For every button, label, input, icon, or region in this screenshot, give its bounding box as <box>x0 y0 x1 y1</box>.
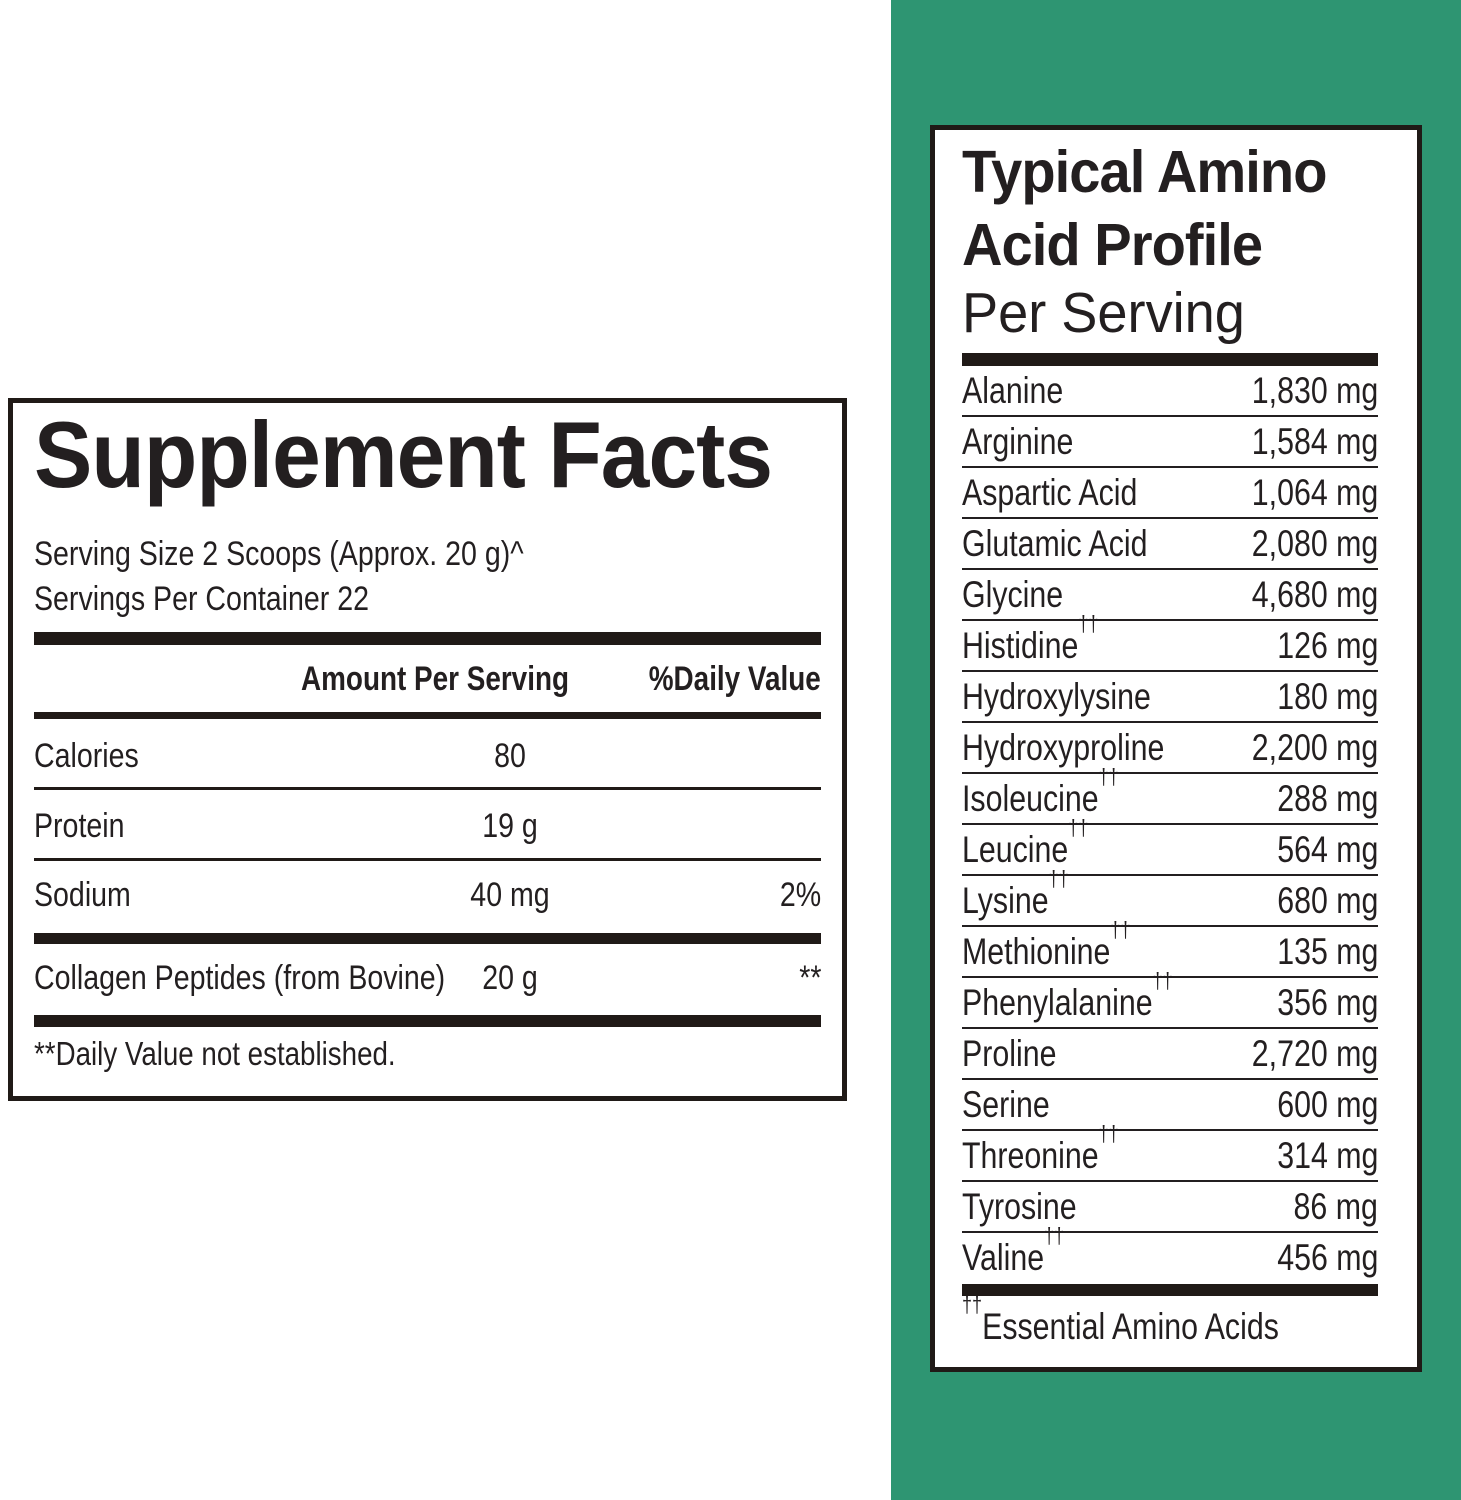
amino-acid-value: 1,064 mg <box>1251 471 1378 513</box>
divider-thick-after-sodium <box>34 933 821 944</box>
amino-acid-row <box>962 1121 1378 1182</box>
amino-acid-row <box>962 723 1378 774</box>
amino-acid-row <box>962 611 1378 672</box>
amino-acid-value: 356 mg <box>1276 981 1378 1023</box>
daily-value-footnote: **Daily Value not established. <box>34 1035 396 1073</box>
amino-acid-value: 564 mg <box>1276 828 1378 870</box>
dagger-superscript: †† <box>1048 866 1069 892</box>
amino-acid-value: 180 mg <box>1276 675 1378 717</box>
servings-per-container-text: Servings Per Container 22 <box>34 580 369 619</box>
amino-acid-name: Leucine†† <box>962 815 1089 870</box>
divider-medium-under-header <box>34 712 821 719</box>
serving-size-text: Serving Size 2 Scoops (Approx. 20 g)^ <box>34 535 524 574</box>
amino-acid-row <box>962 1029 1378 1080</box>
amino-acid-row <box>962 570 1378 621</box>
amino-acid-value: 680 mg <box>1276 879 1378 921</box>
nutrient-row-sodium <box>34 861 821 915</box>
nutrient-amount: 19 g <box>482 807 538 846</box>
amino-acid-name: Tyrosine <box>962 1185 1077 1227</box>
amino-acid-value: 2,080 mg <box>1251 522 1378 564</box>
amino-acid-name: Methionine†† <box>962 917 1131 972</box>
amino-acid-name: Lysine†† <box>962 866 1069 921</box>
amino-acid-row <box>962 1182 1378 1233</box>
amino-acid-name: Arginine <box>962 420 1074 462</box>
amino-acid-value: 126 mg <box>1276 624 1378 666</box>
amino-acid-name: Proline <box>962 1032 1057 1074</box>
amino-acid-name: Valine†† <box>962 1223 1065 1278</box>
amino-acid-value: 4,680 mg <box>1251 573 1378 615</box>
nutrient-row-protein <box>34 790 821 861</box>
amino-acid-row <box>962 764 1378 825</box>
amino-acid-name: Alanine <box>962 369 1064 411</box>
table-header-row <box>34 660 821 699</box>
amino-acid-table <box>962 366 1378 1282</box>
amino-acid-row <box>962 815 1378 876</box>
amino-acid-row <box>962 1080 1378 1131</box>
amino-acid-name: Hydroxyproline <box>962 726 1165 768</box>
dagger-superscript: †† <box>1098 764 1119 790</box>
column-header-daily-value: %Daily Value <box>648 660 821 699</box>
amino-acid-row <box>962 672 1378 723</box>
amino-profile-subtitle: Per Serving <box>962 281 1245 345</box>
nutrient-row-collagen-peptides <box>34 944 821 998</box>
amino-acid-name: Glutamic Acid <box>962 522 1148 564</box>
nutrient-name: Collagen Peptides (from Bovine) <box>34 959 446 998</box>
amino-acid-value: 288 mg <box>1276 777 1378 819</box>
amino-acid-name: Hydroxylysine <box>962 675 1151 717</box>
divider-thick-top <box>34 632 821 645</box>
amino-profile-heading <box>962 136 1357 345</box>
amino-acid-row <box>962 968 1378 1029</box>
dagger-superscript: †† <box>1068 815 1089 841</box>
amino-acid-name: Histidine†† <box>962 611 1099 666</box>
nutrient-daily-value: ** <box>798 959 821 998</box>
amino-acid-name: Isoleucine†† <box>962 764 1119 819</box>
amino-acid-value: 2,720 mg <box>1251 1032 1378 1074</box>
nutrient-amount: 80 <box>494 737 527 776</box>
amino-profile-title-line2: Acid Profile <box>962 212 1263 278</box>
footnote-text: Essential Amino Acids <box>982 1305 1279 1347</box>
amino-acid-name: Serine <box>962 1083 1050 1125</box>
supplement-facts-title: Supplement Facts <box>34 402 773 507</box>
amino-acid-row <box>962 417 1378 468</box>
amino-acid-value: 86 mg <box>1293 1185 1378 1227</box>
essential-amino-acids-footnote <box>962 1292 1303 1348</box>
dagger-superscript: †† <box>1152 968 1173 994</box>
nutrient-name: Calories <box>34 737 139 776</box>
amino-acid-value: 2,200 mg <box>1251 726 1378 768</box>
amino-acid-value: 456 mg <box>1276 1236 1378 1278</box>
nutrient-name: Sodium <box>34 876 131 915</box>
amino-acid-name: Glycine <box>962 573 1064 615</box>
nutrient-daily-value: 2% <box>779 876 821 915</box>
amino-profile-title-line1: Typical Amino <box>962 139 1327 205</box>
dagger-superscript: †† <box>1078 611 1099 637</box>
divider-thick-top <box>962 353 1378 366</box>
dagger-superscript: †† <box>1044 1223 1065 1249</box>
amino-acid-value: 135 mg <box>1276 930 1378 972</box>
amino-acid-row <box>962 366 1378 417</box>
dagger-superscript: †† <box>1110 917 1131 943</box>
amino-acid-row <box>962 519 1378 570</box>
divider-thick-bottom <box>962 1284 1378 1296</box>
nutrient-amount: 40 mg <box>470 876 550 915</box>
amino-acid-name: Aspartic Acid <box>962 471 1138 513</box>
amino-acid-row <box>962 1223 1378 1282</box>
amino-acid-value: 1,830 mg <box>1251 369 1378 411</box>
amino-acid-value: 600 mg <box>1276 1083 1378 1125</box>
amino-acid-name: Threonine†† <box>962 1121 1119 1176</box>
dagger-superscript: †† <box>962 1292 983 1318</box>
nutrient-amount: 20 g <box>482 959 538 998</box>
nutrient-name: Protein <box>34 807 125 846</box>
amino-acid-profile-panel <box>930 125 1422 1372</box>
amino-acid-value: 314 mg <box>1276 1134 1378 1176</box>
amino-acid-name: Phenylalanine†† <box>962 968 1173 1023</box>
column-header-amount-per-serving: Amount Per Serving <box>301 660 570 699</box>
dagger-superscript: †† <box>1098 1121 1119 1147</box>
amino-acid-value: 1,584 mg <box>1251 420 1378 462</box>
nutrient-row-calories <box>34 719 821 790</box>
amino-acid-row <box>962 866 1378 927</box>
divider-thick-bottom <box>34 1015 821 1027</box>
amino-acid-row <box>962 468 1378 519</box>
supplement-facts-panel <box>8 398 847 1101</box>
